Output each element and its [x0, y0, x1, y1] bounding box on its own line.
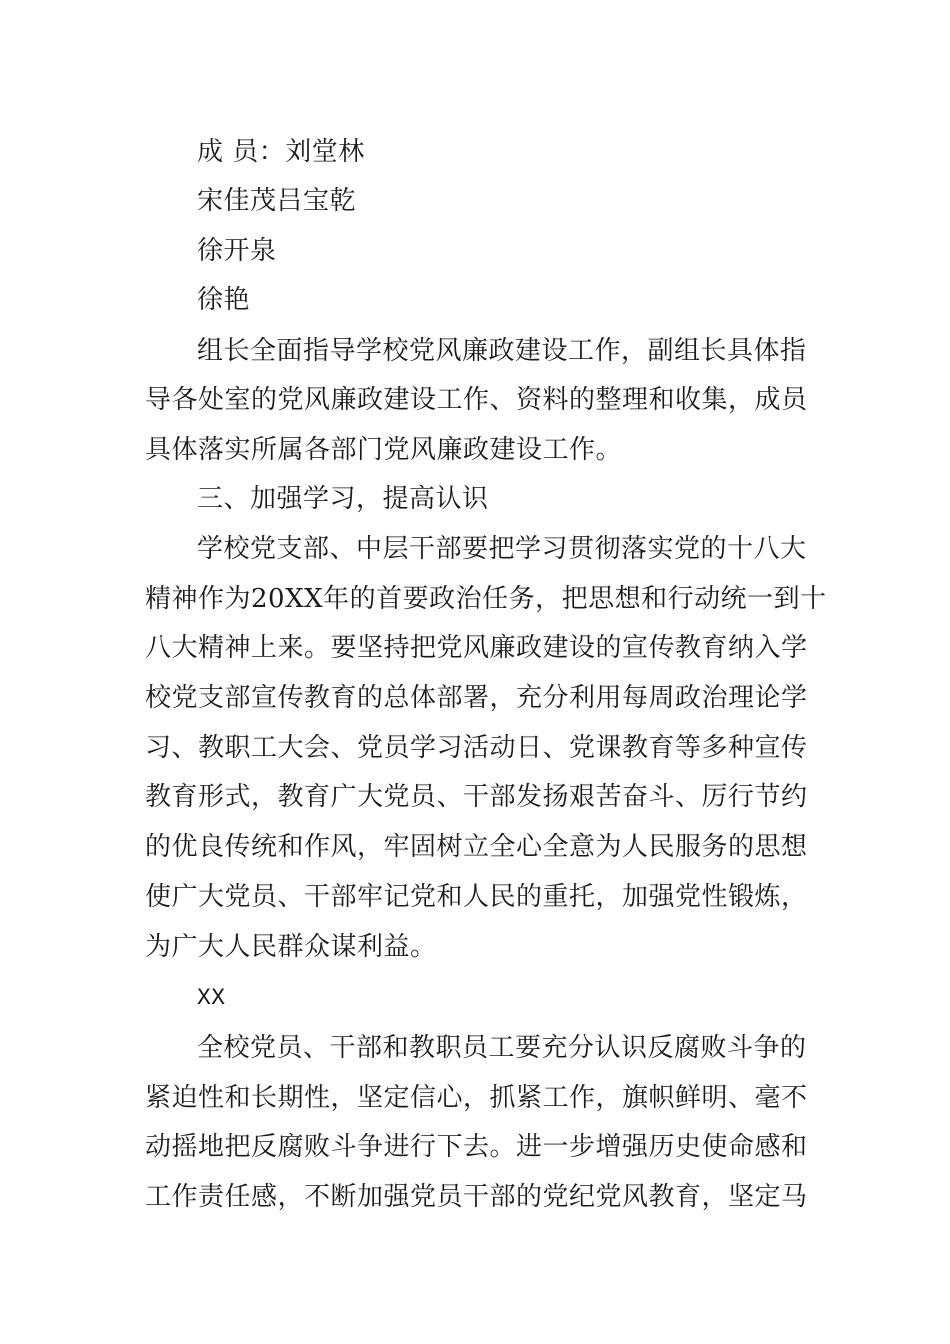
text-line: 教育形式，教育广大党员、干部发扬艰苦奋斗、厉行节约 [145, 782, 808, 812]
text-line: 动摇地把反腐败斗争进行下去。进一步增强历史使命感和 [145, 1132, 808, 1162]
text-line: 徐开泉 [197, 236, 277, 266]
text-line: 工作责任感，不断加强党员干部的党纪党风教育，坚定马 [145, 1182, 808, 1212]
text-line: 的优良传统和作风，牢固树立全心全意为人民服务的思想 [145, 832, 808, 862]
text-line: 学校党支部、中层干部要把学习贯彻落实党的十八大 [197, 534, 807, 564]
text-line: 使广大党员、干部牢记党和人民的重托，加强党性锻炼， [145, 882, 808, 912]
text-line: 为广大人民群众谋利益。 [145, 932, 437, 962]
text-line: 徐艳 [197, 285, 251, 315]
text-line: 全校党员、干部和教职员工要充分认识反腐败斗争的 [197, 1033, 807, 1063]
text-line: 宋佳茂吕宝乾 [197, 186, 357, 216]
text-line: 导各处室的党风廉政建设工作、资料的整理和收集，成员 [145, 385, 808, 415]
text-line: 八大精神上来。要坚持把党风廉政建设的宣传教育纳入学 [145, 633, 808, 663]
section-heading: XX [197, 985, 226, 1011]
text-line: 具体落实所属各部门党风廉政建设工作。 [145, 435, 623, 465]
text-line: 校党支部宣传教育的总体部署，充分利用每周政治理论学 [145, 683, 808, 713]
text-line: 习、教职工大会、党员学习活动日、党课教育等多种宣传 [145, 733, 808, 763]
text-line: 紧迫性和长期性，坚定信心，抓紧工作，旗帜鲜明、毫不 [145, 1083, 808, 1113]
text-line: 成 员：刘堂林 [197, 137, 365, 167]
text-line: 精神作为20XX年的首要政治任务，把思想和行动统一到十 [145, 584, 827, 614]
text-line: 组长全面指导学校党风廉政建设工作，副组长具体指 [197, 336, 807, 366]
section-heading: 三、加强学习，提高认识 [197, 484, 489, 514]
